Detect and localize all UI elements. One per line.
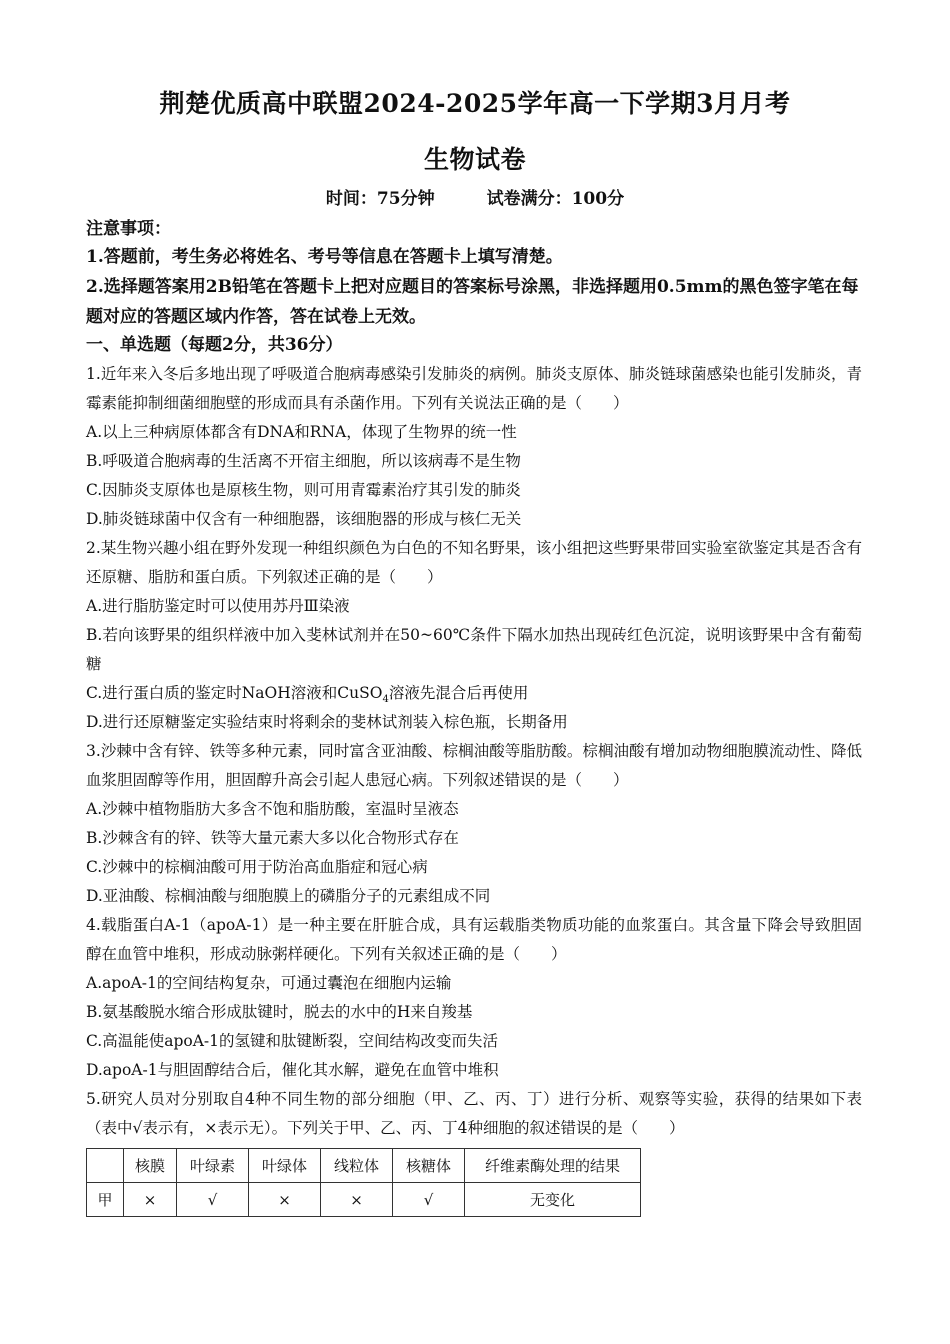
table-cell: × — [321, 1183, 393, 1217]
table-cell: × — [249, 1183, 321, 1217]
exam-meta — [0, 184, 950, 209]
question-3-option-d: D.亚油酸、棕榈油酸与细胞膜上的磷脂分子的元素组成不同 — [86, 887, 491, 905]
question-4-option-b: B.氨基酸脱水缩合形成肽键时，脱去的水中的H来自羧基 — [86, 1003, 473, 1021]
question-2-option-c-text: C.进行蛋白质的鉴定时NaOH溶液和CuSO — [86, 684, 383, 702]
question-3-option-b: B.沙棘含有的锌、铁等大量元素大多以化合物形式存在 — [86, 829, 459, 847]
question-3-option-a: A.沙棘中植物脂肪大多含不饱和脂肪酸，室温时呈液态 — [86, 800, 459, 818]
question-2-option-c — [86, 679, 862, 708]
table-header-cell: 核膜 — [124, 1149, 177, 1183]
notice-item-1: 1.答题前，考生务必将姓名、考号等信息在答题卡上填写清楚。 — [86, 247, 563, 267]
table-cell: 甲 — [87, 1183, 124, 1217]
table-header-cell: 叶绿体 — [249, 1149, 321, 1183]
question-5-stem: 5.研究人员对分别取自4种不同生物的部分细胞（甲、乙、丙、丁）进行分析、观察等实验，获得的结果如下表（表中√表示有，×表示无）。下列关于甲、乙、丙、丁4种细胞的叙述错误的是（ ） — [86, 1090, 862, 1137]
table-header-cell — [87, 1149, 124, 1183]
exam-full-score: 试卷满分：100分 — [486, 189, 625, 209]
question-3-stem: 3.沙棘中含有锌、铁等多种元素，同时富含亚油酸、棕榈油酸等脂肪酸。棕榈油酸有增加动物细胞膜流动性、降低血浆胆固醇等作用，胆固醇升高会引起人患冠心病。下列叙述错误的是（ ） — [86, 742, 862, 789]
exam-title: 荆楚优质高中联盟2024-2025学年高一下学期3月月考 — [159, 89, 791, 118]
question-4-stem: 4.载脂蛋白A-1（apoA-1）是一种主要在肝脏合成，具有运载脂类物质功能的血浆蛋白。其含量下降会导致胆固醇在血管中堆积，形成动脉粥样硬化。下列有关叙述正确的是（ ） — [86, 916, 862, 963]
question-2-option-b: B.若向该野果的组织样液中加入斐林试剂并在50~60℃条件下隔水加热出现砖红色沉淀，说明该野果中含有葡萄糖 — [86, 626, 862, 673]
table-header-row — [87, 1149, 641, 1183]
table-header-cell: 核糖体 — [393, 1149, 465, 1183]
table-header-cell: 线粒体 — [321, 1149, 393, 1183]
question-1-option-b: B.呼吸道合胞病毒的生活离不开宿主细胞，所以该病毒不是生物 — [86, 452, 521, 470]
table-header-cell: 纤维素酶处理的结果 — [465, 1149, 641, 1183]
question-4-option-d: D.apoA-1与胆固醇结合后，催化其水解，避免在血管中堆积 — [86, 1061, 499, 1079]
question-1-option-a: A.以上三种病原体都含有DNA和RNA，体现了生物界的统一性 — [86, 423, 517, 441]
question-4-option-a: A.apoA-1的空间结构复杂，可通过囊泡在细胞内运输 — [86, 974, 452, 992]
question-2-option-c-tail: 溶液先混合后再使用 — [388, 684, 529, 702]
table-cell: × — [124, 1183, 177, 1217]
table-row — [87, 1183, 641, 1217]
exam-subtitle: 生物试卷 — [423, 145, 526, 174]
question-4-option-c: C.高温能使apoA-1的氢键和肽键断裂，空间结构改变而失活 — [86, 1032, 499, 1050]
notice-heading: 注意事项： — [86, 219, 171, 239]
table-cell: √ — [177, 1183, 249, 1217]
question-1-stem: 1.近年来入冬后多地出现了呼吸道合胞病毒感染引发肺炎的病例。肺炎支原体、肺炎链球菌感染也能引发肺炎，青霉素能抑制细菌细胞壁的形成而具有杀菌作用。下列有关说法正确的是（ ） — [86, 365, 862, 412]
notice-item-2: 2.选择题答案用2B铅笔在答题卡上把对应题目的答案标号涂黑，非选择题用0.5mm的黑色签字笔在每题对应的答题区域内作答，答在试卷上无效。 — [86, 277, 859, 327]
question-3-option-c: C.沙棘中的棕榈油酸可用于防治高血脂症和冠心病 — [86, 858, 428, 876]
exam-time: 时间：75分钟 — [325, 189, 435, 209]
table-cell: 无变化 — [465, 1183, 641, 1217]
question-2-option-d: D.进行还原糖鉴定实验结束时将剩余的斐林试剂装入棕色瓶，长期备用 — [86, 713, 568, 731]
cell-comparison-table — [86, 1148, 641, 1217]
table-header-cell: 叶绿素 — [177, 1149, 249, 1183]
table-cell: √ — [393, 1183, 465, 1217]
question-1-option-c: C.因肺炎支原体也是原核生物，则可用青霉素治疗其引发的肺炎 — [86, 481, 521, 499]
question-2-option-a: A.进行脂肪鉴定时可以使用苏丹Ⅲ染液 — [86, 597, 350, 615]
section-heading: 一、单选题（每题2分，共36分） — [86, 335, 343, 355]
question-1-option-d: D.肺炎链球菌中仅含有一种细胞器，该细胞器的形成与核仁无关 — [86, 510, 522, 528]
subscript-4: 4 — [382, 694, 389, 706]
question-list — [86, 360, 862, 1143]
question-2-stem: 2.某生物兴趣小组在野外发现一种组织颜色为白色的不知名野果，该小组把这些野果带回实验室欲鉴定其是否含有还原糖、脂肪和蛋白质。下列叙述正确的是（ ） — [86, 539, 862, 586]
